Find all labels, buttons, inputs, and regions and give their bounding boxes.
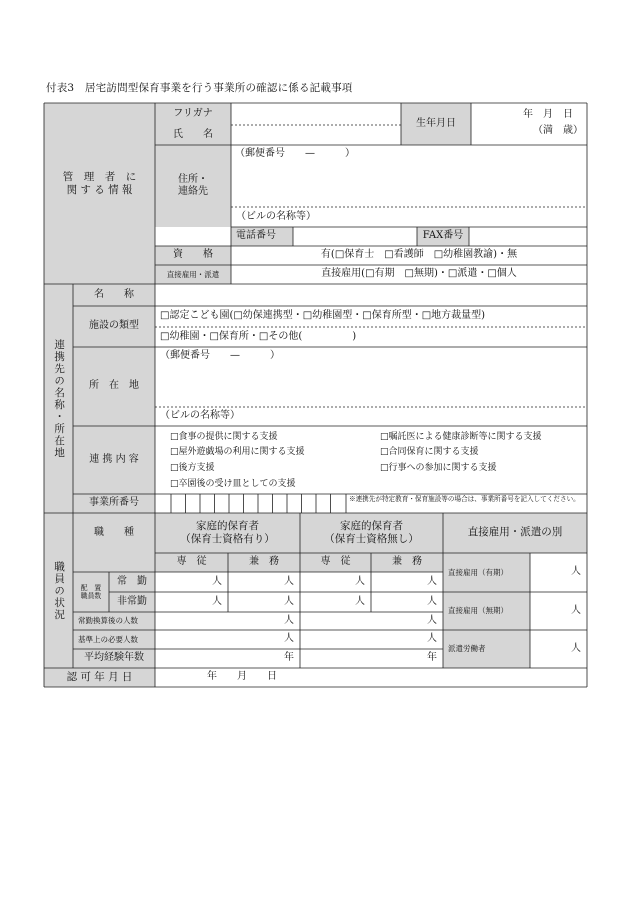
experience-u-input[interactable]: 年 <box>427 652 437 664</box>
partner-postal: （郵便番号 — ） <box>160 350 280 361</box>
fixed-term-label: 直接雇用（有期） <box>448 567 508 577</box>
required-q-input[interactable]: 人 <box>284 633 294 645</box>
fixed-term-input[interactable]: 人 <box>571 566 581 578</box>
indefinite-label: 直接雇用（無期） <box>448 606 508 616</box>
content-item-meal[interactable]: □食事の提供に関する支援 <box>170 432 278 442</box>
birthdate-date-fields: 年 月 日 <box>523 109 573 120</box>
nonregular-label: 非常勤 <box>117 595 147 607</box>
converted-u-input[interactable]: 人 <box>427 614 437 626</box>
address-label-line1: 住所・ <box>178 173 208 185</box>
address-label <box>155 145 231 227</box>
name-label: 氏 名 <box>173 128 213 140</box>
approval-date-fields: 年 月 日 <box>207 671 277 682</box>
address-input[interactable] <box>231 145 587 207</box>
birthdate-input[interactable] <box>471 103 587 145</box>
employment-options[interactable]: 直接雇用(□有期 □無期)・□派遣・□個人 <box>321 268 517 280</box>
office-number-input[interactable] <box>155 494 345 513</box>
converted-label: 常勤換算後の人数 <box>78 616 138 626</box>
dispatch-input[interactable]: 人 <box>571 642 581 654</box>
manager-building-label: （ビルの名称等） <box>236 210 316 222</box>
subhead-parttime-1: 兼 務 <box>249 556 279 568</box>
facility-type-options-2[interactable]: □幼稚園・□保育所・□その他( ) <box>160 330 357 342</box>
converted-q-input[interactable]: 人 <box>284 614 294 626</box>
col-unqualified-line1: 家庭的保育者 <box>340 519 403 532</box>
col-qualified <box>155 513 300 553</box>
manager-section-label <box>44 103 155 265</box>
count-q-full-regular[interactable]: 人 <box>212 575 222 587</box>
facility-type-label: 施設の類型 <box>89 320 139 332</box>
experience-q-input[interactable]: 年 <box>284 652 294 664</box>
partner-building-label: （ビルの名称等） <box>160 410 240 422</box>
content-item-health-check[interactable]: □嘱託医による健康診断等に関する支援 <box>380 432 542 442</box>
count-u-part-regular[interactable]: 人 <box>427 575 437 587</box>
count-u-part-nonregular[interactable]: 人 <box>427 595 437 607</box>
phone-input[interactable] <box>293 227 417 246</box>
count-q-full-nonregular[interactable]: 人 <box>212 595 222 607</box>
regular-label: 常 勤 <box>117 575 147 587</box>
furigana-label: フリガナ <box>173 107 213 119</box>
required-u-input[interactable]: 人 <box>427 633 437 645</box>
content-label: 連 携 内 容 <box>89 453 139 465</box>
approval-label: 認 可 年 月 日 <box>66 670 133 683</box>
content-options <box>155 426 587 494</box>
office-number-note: ※連携先が特定教育・保育施設等の場合は、事業所番号を記入してください。 <box>349 495 580 503</box>
col-unqualified-line2: （保育士資格無し） <box>324 533 419 545</box>
fax-input[interactable] <box>469 227 587 246</box>
partner-name-label: 名 称 <box>94 288 134 300</box>
manager-building-input[interactable] <box>231 207 587 227</box>
approval-date-input[interactable] <box>155 668 587 687</box>
partner-name-input[interactable] <box>155 284 587 306</box>
content-item-events[interactable]: □行事への参加に関する支援 <box>380 463 497 473</box>
count-q-part-regular[interactable]: 人 <box>284 575 294 587</box>
age-fields: （満 歳） <box>533 125 583 136</box>
staff-section-text: 職員の状況 <box>53 560 66 621</box>
col-unqualified <box>300 513 443 553</box>
employment-label: 直接雇用・派遣 <box>166 269 220 279</box>
address-label-line2: 連絡先 <box>178 186 208 197</box>
name-input[interactable] <box>231 125 401 145</box>
placement-label <box>73 572 109 612</box>
staff-section-label <box>44 513 73 668</box>
content-item-playground[interactable]: □屋外遊戯場の利用に関する支援 <box>170 447 305 457</box>
col-qualified-line1: 家庭的保育者 <box>196 519 259 532</box>
office-number-label: 事業所番号 <box>89 497 139 509</box>
subhead-fulltime-2: 専 従 <box>320 556 351 568</box>
birthdate-label: 生年月日 <box>416 117 456 129</box>
experience-label: 平均経験年数 <box>84 652 144 664</box>
qualification-label: 資 格 <box>173 249 213 261</box>
placement-line1: 配 置 <box>80 583 102 592</box>
partner-section-label <box>44 284 73 513</box>
placement-line2: 職員数 <box>80 592 102 600</box>
count-q-part-nonregular[interactable]: 人 <box>284 595 294 607</box>
manager-label-line1: 管 理 者 に <box>62 170 137 183</box>
job-type-label: 職 種 <box>94 526 134 538</box>
col-employment-type: 直接雇用・派遣の別 <box>467 526 563 539</box>
content-item-after-graduation[interactable]: □卒園後の受け皿としての支援 <box>170 479 296 489</box>
furigana-input[interactable] <box>231 103 401 125</box>
partner-section-text: 連携先の名称・所在地 <box>53 338 66 459</box>
qualification-options[interactable]: 有(□保育士 □看護師 □幼稚園教諭)・無 <box>320 249 518 261</box>
manager-label-line2: 関 す る 情 報 <box>66 184 133 196</box>
phone-label: 電話番号 <box>236 230 276 242</box>
facility-type-options-1[interactable]: □認定こども園(□幼保連携型・□幼稚園型・□保育所型・□地方裁量型) <box>160 310 486 322</box>
col-qualified-line2: （保育士資格有り） <box>180 533 275 545</box>
content-item-joint-care[interactable]: □合同保育に関する支援 <box>380 447 479 457</box>
count-u-full-regular[interactable]: 人 <box>355 575 365 587</box>
content-item-backup[interactable]: □後方支援 <box>170 463 215 473</box>
partner-building-input[interactable] <box>155 407 587 426</box>
required-label: 基準上の必要人数 <box>78 634 138 644</box>
location-label: 所 在 地 <box>89 380 139 392</box>
location-input[interactable] <box>155 347 587 407</box>
count-u-full-nonregular[interactable]: 人 <box>355 595 365 607</box>
manager-postal: （郵便番号 — ） <box>235 148 355 159</box>
fax-label: FAX番号 <box>422 230 464 242</box>
indefinite-input[interactable]: 人 <box>571 604 581 616</box>
subhead-parttime-2: 兼 務 <box>392 556 422 568</box>
dispatch-label: 派遣労働者 <box>448 644 486 654</box>
form-title: 付表3 居宅訪問型保育事業を行う事業所の確認に係る記載事項 <box>46 82 353 94</box>
subhead-fulltime-1: 専 従 <box>176 556 207 568</box>
